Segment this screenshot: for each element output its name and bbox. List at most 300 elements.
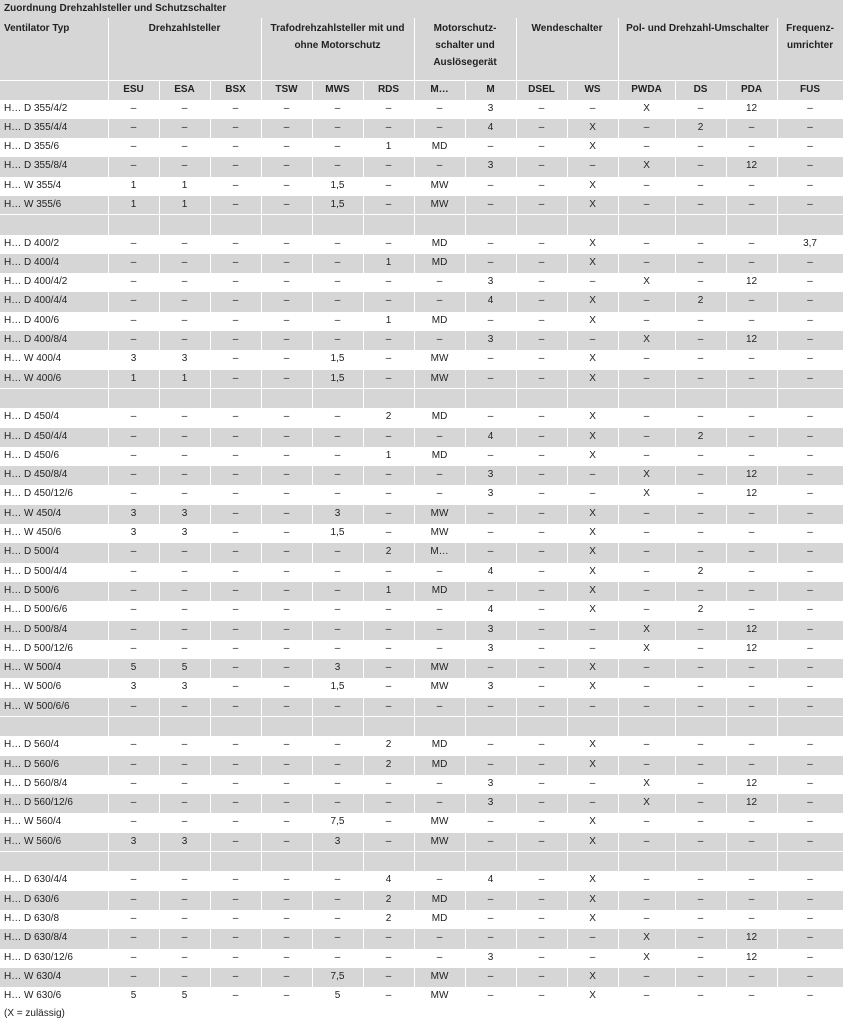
table-cell: –: [414, 562, 465, 581]
table-cell: –: [108, 311, 159, 330]
table-cell: X: [618, 485, 675, 504]
table-cell: –: [414, 948, 465, 967]
table-cell: –: [465, 736, 516, 755]
table-cell: –: [567, 697, 618, 716]
table-cell: –: [726, 678, 777, 697]
table-cell: MD: [414, 446, 465, 465]
table-cell: –: [675, 774, 726, 793]
table-cell: –: [618, 755, 675, 774]
table-cell: –: [261, 273, 312, 292]
table-cell: –: [108, 967, 159, 986]
column-header: MWS: [312, 80, 363, 99]
empty-cell: [726, 215, 777, 234]
table-cell: –: [465, 253, 516, 272]
separator-row: [0, 852, 843, 871]
fan-type-cell: H… D 450/4/4: [0, 427, 108, 446]
fan-type-cell: H… W 630/6: [0, 987, 108, 1006]
table-cell: –: [618, 138, 675, 157]
table-cell: –: [312, 909, 363, 928]
table-cell: 3: [465, 331, 516, 350]
table-cell: –: [675, 794, 726, 813]
empty-cell: [108, 852, 159, 871]
table-row: [0, 466, 843, 485]
fan-type-cell: H… W 355/4: [0, 176, 108, 195]
empty-cell: [675, 852, 726, 871]
table-cell: X: [567, 678, 618, 697]
table-cell: 1: [363, 311, 414, 330]
table-cell: 3: [465, 620, 516, 639]
table-cell: –: [567, 948, 618, 967]
table-cell: –: [618, 581, 675, 600]
table-cell: 5: [159, 659, 210, 678]
column-header: BSX: [210, 80, 261, 99]
empty-cell: [210, 717, 261, 736]
table-cell: –: [516, 99, 567, 118]
table-cell: –: [363, 466, 414, 485]
table-cell: 4: [465, 427, 516, 446]
table-cell: –: [414, 157, 465, 176]
table-cell: –: [675, 253, 726, 272]
table-cell: X: [618, 948, 675, 967]
fan-type-cell: H… D 355/4/2: [0, 99, 108, 118]
table-cell: –: [414, 99, 465, 118]
table-row: [0, 581, 843, 600]
table-cell: –: [312, 755, 363, 774]
table-cell: 12: [726, 485, 777, 504]
table-cell: –: [618, 408, 675, 427]
table-cell: 1,5: [312, 678, 363, 697]
table-cell: –: [363, 427, 414, 446]
table-cell: –: [363, 176, 414, 195]
table-cell: –: [618, 813, 675, 832]
table-cell: –: [363, 774, 414, 793]
table-cell: 3: [108, 832, 159, 851]
table-cell: –: [210, 871, 261, 890]
table-cell: –: [516, 331, 567, 350]
table-cell: –: [159, 909, 210, 928]
table-cell: X: [567, 581, 618, 600]
table-cell: –: [261, 909, 312, 928]
table-cell: –: [210, 466, 261, 485]
table-cell: –: [465, 890, 516, 909]
table-cell: –: [567, 466, 618, 485]
table-cell: –: [726, 967, 777, 986]
table-cell: –: [210, 99, 261, 118]
table-row: [0, 253, 843, 272]
table-cell: –: [363, 697, 414, 716]
table-cell: X: [567, 909, 618, 928]
table-cell: MW: [414, 350, 465, 369]
table-cell: –: [363, 948, 414, 967]
table-cell: –: [312, 292, 363, 311]
table-cell: –: [618, 832, 675, 851]
table-row: [0, 195, 843, 214]
table-cell: –: [777, 967, 843, 986]
table-cell: 7,5: [312, 967, 363, 986]
fan-type-cell: H… D 500/12/6: [0, 639, 108, 658]
table-row: [0, 369, 843, 388]
table-cell: –: [261, 659, 312, 678]
table-cell: –: [210, 543, 261, 562]
table-cell: –: [516, 890, 567, 909]
table-cell: –: [159, 890, 210, 909]
table-cell: 7,5: [312, 813, 363, 832]
empty-cell: [618, 388, 675, 407]
table-cell: MW: [414, 659, 465, 678]
table-cell: –: [108, 157, 159, 176]
fan-type-cell: H… W 500/6/6: [0, 697, 108, 716]
table-cell: –: [516, 446, 567, 465]
column-header: [0, 80, 108, 99]
table-cell: 3: [312, 659, 363, 678]
table-cell: –: [363, 504, 414, 523]
table-cell: –: [261, 176, 312, 195]
table-cell: –: [675, 755, 726, 774]
table-cell: X: [567, 967, 618, 986]
table-cell: –: [465, 697, 516, 716]
table-cell: –: [210, 292, 261, 311]
table-cell: –: [312, 408, 363, 427]
table-cell: –: [516, 466, 567, 485]
table-cell: –: [312, 871, 363, 890]
table-row: [0, 524, 843, 543]
table-cell: –: [675, 234, 726, 253]
empty-cell: [108, 388, 159, 407]
table-cell: –: [261, 253, 312, 272]
fan-type-cell: H… D 450/6: [0, 446, 108, 465]
table-cell: 3: [465, 948, 516, 967]
table-cell: –: [363, 562, 414, 581]
table-cell: –: [567, 639, 618, 658]
table-cell: –: [159, 736, 210, 755]
table-cell: X: [618, 273, 675, 292]
table-cell: –: [312, 273, 363, 292]
empty-cell: [159, 215, 210, 234]
empty-cell: [414, 852, 465, 871]
empty-cell: [726, 388, 777, 407]
table-cell: –: [261, 639, 312, 658]
table-cell: –: [516, 543, 567, 562]
table-cell: –: [210, 774, 261, 793]
table-cell: –: [675, 871, 726, 890]
table-row: [0, 948, 843, 967]
table-cell: –: [108, 794, 159, 813]
table-cell: 3: [465, 794, 516, 813]
table-cell: –: [363, 485, 414, 504]
table-cell: –: [516, 987, 567, 1006]
table-cell: –: [516, 620, 567, 639]
table-cell: –: [675, 813, 726, 832]
table-row: [0, 543, 843, 562]
group-header: Pol- und Drehzahl-Umschalter: [618, 18, 777, 80]
empty-cell: [567, 215, 618, 234]
table-cell: –: [777, 466, 843, 485]
table-cell: –: [261, 774, 312, 793]
table-cell: X: [618, 794, 675, 813]
table-cell: –: [261, 948, 312, 967]
table-cell: –: [363, 331, 414, 350]
table-cell: –: [363, 832, 414, 851]
table-cell: X: [567, 427, 618, 446]
table-cell: –: [108, 466, 159, 485]
table-cell: –: [261, 620, 312, 639]
column-header: M: [465, 80, 516, 99]
table-cell: –: [675, 369, 726, 388]
table-cell: –: [210, 408, 261, 427]
column-header: M…: [414, 80, 465, 99]
table-cell: –: [465, 987, 516, 1006]
table-cell: MD: [414, 311, 465, 330]
table-cell: –: [312, 157, 363, 176]
empty-cell: [618, 215, 675, 234]
table-cell: –: [465, 176, 516, 195]
table-cell: –: [261, 678, 312, 697]
table-cell: –: [777, 485, 843, 504]
fan-type-cell: H… W 560/4: [0, 813, 108, 832]
table-cell: –: [465, 581, 516, 600]
table-cell: –: [261, 195, 312, 214]
table-cell: X: [618, 929, 675, 948]
table-cell: MD: [414, 909, 465, 928]
table-cell: –: [261, 581, 312, 600]
table-cell: –: [675, 697, 726, 716]
table-cell: –: [210, 987, 261, 1006]
empty-cell: [261, 852, 312, 871]
table-row: [0, 697, 843, 716]
table-cell: –: [210, 253, 261, 272]
table-cell: –: [675, 948, 726, 967]
column-header: DS: [675, 80, 726, 99]
table-cell: X: [567, 118, 618, 137]
table-cell: –: [159, 138, 210, 157]
empty-cell: [567, 717, 618, 736]
table-row: [0, 678, 843, 697]
table-cell: –: [108, 736, 159, 755]
table-cell: –: [159, 697, 210, 716]
table-cell: –: [210, 620, 261, 639]
empty-cell: [312, 388, 363, 407]
table-cell: MW: [414, 967, 465, 986]
table-cell: –: [675, 176, 726, 195]
table-cell: –: [675, 639, 726, 658]
table-cell: 12: [726, 929, 777, 948]
empty-cell: [261, 717, 312, 736]
empty-cell: [363, 717, 414, 736]
table-cell: 12: [726, 794, 777, 813]
table-cell: –: [210, 601, 261, 620]
table-cell: –: [726, 813, 777, 832]
table-cell: –: [261, 466, 312, 485]
table-cell: 1: [363, 446, 414, 465]
table-cell: 1,5: [312, 350, 363, 369]
table-cell: –: [618, 446, 675, 465]
empty-cell: [414, 215, 465, 234]
table-cell: –: [261, 408, 312, 427]
empty-cell: [108, 215, 159, 234]
table-cell: –: [675, 504, 726, 523]
table-cell: –: [618, 871, 675, 890]
table-cell: –: [567, 99, 618, 118]
table-cell: –: [108, 697, 159, 716]
table-row: [0, 774, 843, 793]
table-cell: –: [726, 253, 777, 272]
column-header: PWDA: [618, 80, 675, 99]
empty-cell: [726, 852, 777, 871]
table-cell: –: [159, 967, 210, 986]
table-cell: 3: [159, 504, 210, 523]
table-cell: 1: [108, 369, 159, 388]
table-cell: –: [726, 369, 777, 388]
table-cell: X: [567, 524, 618, 543]
table-cell: –: [414, 697, 465, 716]
table-cell: –: [777, 581, 843, 600]
table-cell: –: [159, 157, 210, 176]
table-cell: –: [414, 794, 465, 813]
table-cell: –: [108, 774, 159, 793]
table-cell: 3: [465, 485, 516, 504]
table-cell: –: [726, 408, 777, 427]
table-cell: –: [312, 890, 363, 909]
table-cell: –: [261, 427, 312, 446]
table-cell: –: [159, 948, 210, 967]
table-row: [0, 99, 843, 118]
table-cell: X: [567, 446, 618, 465]
table-cell: –: [777, 543, 843, 562]
table-cell: –: [516, 350, 567, 369]
table-cell: –: [312, 118, 363, 137]
table-cell: –: [618, 967, 675, 986]
table-cell: –: [618, 562, 675, 581]
table-cell: –: [777, 890, 843, 909]
table-cell: –: [159, 562, 210, 581]
table-cell: –: [516, 157, 567, 176]
fan-type-cell: H… D 400/4/4: [0, 292, 108, 311]
table-cell: 4: [465, 292, 516, 311]
table-cell: –: [675, 620, 726, 639]
table-row: [0, 485, 843, 504]
empty-cell: [210, 852, 261, 871]
table-cell: –: [363, 601, 414, 620]
table-cell: –: [726, 755, 777, 774]
table-cell: X: [567, 813, 618, 832]
table-cell: –: [312, 466, 363, 485]
table-cell: –: [675, 987, 726, 1006]
table-cell: –: [567, 794, 618, 813]
table-row: [0, 639, 843, 658]
table-cell: –: [675, 331, 726, 350]
table-cell: –: [675, 543, 726, 562]
table-cell: –: [210, 697, 261, 716]
empty-cell: [210, 388, 261, 407]
empty-cell: [312, 717, 363, 736]
empty-cell: [0, 388, 108, 407]
table-cell: –: [465, 755, 516, 774]
table-cell: –: [159, 581, 210, 600]
table-cell: –: [516, 639, 567, 658]
fan-type-cell: H… W 450/4: [0, 504, 108, 523]
separator-row: [0, 215, 843, 234]
table-cell: –: [312, 234, 363, 253]
table-cell: –: [516, 929, 567, 948]
empty-cell: [0, 215, 108, 234]
table-cell: –: [363, 350, 414, 369]
table-cell: –: [777, 176, 843, 195]
fan-type-cell: H… W 500/4: [0, 659, 108, 678]
table-cell: –: [210, 331, 261, 350]
table-cell: –: [414, 774, 465, 793]
table-cell: –: [726, 311, 777, 330]
fan-type-cell: H… D 630/8/4: [0, 929, 108, 948]
table-cell: 12: [726, 620, 777, 639]
table-cell: –: [516, 909, 567, 928]
table-cell: 1: [108, 176, 159, 195]
table-cell: –: [618, 427, 675, 446]
fan-type-cell: H… D 560/4: [0, 736, 108, 755]
table-cell: MW: [414, 832, 465, 851]
table-cell: 3: [159, 832, 210, 851]
table-cell: –: [159, 118, 210, 137]
table-cell: –: [363, 929, 414, 948]
table-row: [0, 909, 843, 928]
table-cell: –: [726, 543, 777, 562]
table-cell: 12: [726, 948, 777, 967]
table-cell: –: [108, 408, 159, 427]
empty-cell: [777, 388, 843, 407]
table-cell: X: [567, 832, 618, 851]
table-cell: –: [108, 99, 159, 118]
table-cell: –: [363, 813, 414, 832]
empty-cell: [675, 717, 726, 736]
table-cell: –: [567, 929, 618, 948]
table-cell: –: [465, 832, 516, 851]
table-cell: 3,7: [777, 234, 843, 253]
table-cell: X: [567, 408, 618, 427]
table-cell: –: [675, 967, 726, 986]
table-cell: –: [618, 909, 675, 928]
table-row: [0, 562, 843, 581]
table-cell: X: [567, 292, 618, 311]
table-row: [0, 813, 843, 832]
group-header: Drehzahlsteller: [108, 18, 261, 80]
table-cell: X: [567, 195, 618, 214]
table-row: [0, 736, 843, 755]
table-cell: –: [777, 774, 843, 793]
table-cell: 2: [363, 408, 414, 427]
table-cell: –: [108, 138, 159, 157]
table-cell: –: [159, 446, 210, 465]
table-cell: 1,5: [312, 195, 363, 214]
table-cell: –: [777, 427, 843, 446]
table-cell: –: [465, 813, 516, 832]
table-cell: –: [261, 562, 312, 581]
table-cell: –: [516, 794, 567, 813]
fan-type-cell: H… D 450/12/6: [0, 485, 108, 504]
table-cell: –: [414, 639, 465, 658]
table-cell: –: [312, 581, 363, 600]
fan-type-cell: H… D 630/8: [0, 909, 108, 928]
table-cell: X: [567, 311, 618, 330]
table-cell: 3: [312, 832, 363, 851]
table-cell: 3: [108, 678, 159, 697]
table-cell: –: [465, 195, 516, 214]
table-cell: –: [210, 909, 261, 928]
table-row: [0, 601, 843, 620]
table-cell: –: [363, 118, 414, 137]
table-cell: –: [516, 697, 567, 716]
table-cell: –: [777, 311, 843, 330]
table-cell: –: [261, 311, 312, 330]
table-cell: –: [159, 234, 210, 253]
